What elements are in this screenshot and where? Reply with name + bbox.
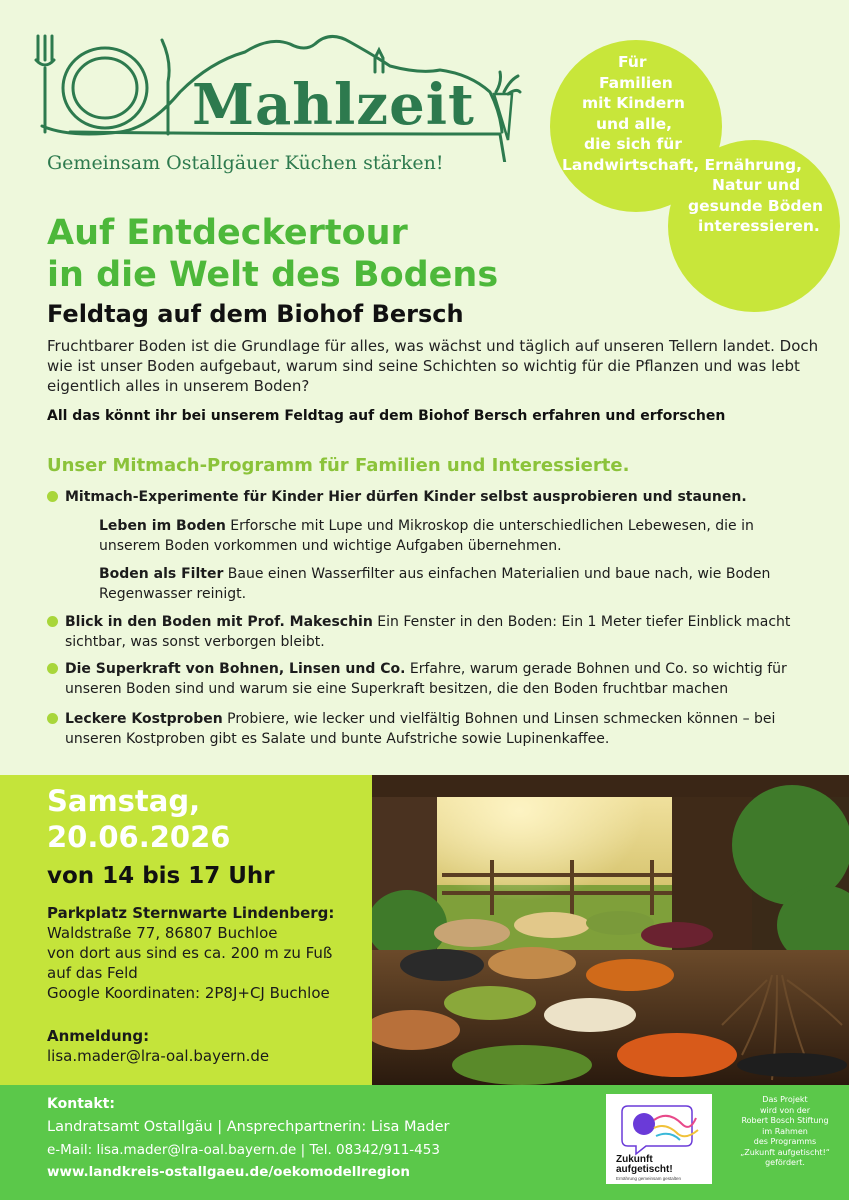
funding-note [735,1095,835,1169]
intro-highlight: All das könnt ihr bei unserem Feldtag auf dem Biohof Bersch erfahren und erforschen [47,408,726,424]
subitem-text: Erforsche mit Lupe und Mikroskop die unterschiedlichen Lebewesen, die in unserem Boden vorkommen und wichtige Aufgaben übernehmen. [99,518,754,554]
bullet-icon [47,616,58,627]
event-location [47,903,334,1003]
program-subitem-leben [99,516,819,556]
bubble-line: die sich für [584,135,682,153]
bubble-line: interessieren. [698,217,820,235]
location-walk: von dort aus sind es ca. 200 m zu Fuß [47,944,333,962]
program-item-text: Erfahre, warum gerade Bohnen und Co. so wichtig für unseren Boden sind und warum sie eine Superkraft besitzen, die den Boden fruchtbar machen [65,661,787,697]
program-item-kostproben [47,709,827,749]
bubble-line: Natur und [712,176,801,194]
funding-line: „Zukunft aufgetischt!“ [740,1147,830,1157]
target-audience-text [556,52,836,237]
event-time: von 14 bis 17 Uhr [47,863,275,889]
subitem-title: Boden als Filter [99,566,224,582]
partner-logo-line-2: aufgetischt! [616,1164,673,1175]
title-line-1: Auf Entdeckertour [47,213,408,253]
event-date [47,783,230,855]
location-coordinates: Google Koordinaten: 2P8J+CJ Buchloe [47,984,330,1002]
title-line-2: in die Welt des Bodens [47,255,499,295]
funding-line: Das Projekt [762,1095,808,1104]
footer-contact-title: Kontakt: [47,1096,115,1112]
partner-logo [606,1094,712,1184]
bubble-line: und alle, [596,114,673,133]
program-item-blick [47,612,827,652]
bubble-line: Für [618,53,647,71]
footer-website-link[interactable]: www.landkreis-ostallgaeu.de/oekomodellregion [47,1164,411,1180]
event-date-value: 20.06.2026 [47,820,231,854]
bubble-line: Landwirtschaft, Ernährung, [562,155,802,174]
subitem-text: Baue einen Wasserfilter aus einfachen Materialien und baue nach, wie Boden Regenwasser reinigt. [99,566,771,602]
funding-line: wird von der [759,1105,811,1115]
zukunft-aufgetischt-logo-icon [606,1094,712,1184]
tagline: Gemeinsam Ostallgäuer Küchen stärken! [47,152,444,174]
bubble-line: Familien [599,73,673,92]
funding-line: Robert Bosch Stiftung [741,1116,829,1125]
bullet-icon [47,663,58,674]
footer-contact-line-2: e-Mail: lisa.mader@lra-oal.bayern.de | Tel. 08342/911-453 [47,1142,440,1158]
location-walk-2: auf das Feld [47,964,138,982]
registration-email[interactable]: lisa.mader@lra-oal.bayern.de [47,1047,270,1065]
program-item-bold: Die Superkraft von Bohnen, Linsen und Co. [65,661,406,677]
partner-logo-line-1: Zukunft [616,1154,653,1165]
registration-title: Anmeldung: [47,1027,150,1045]
legumes-photo [372,775,849,1085]
event-day: Samstag, [47,784,201,818]
partner-logo-sub: Ernährung gemeinsam gestalten [616,1176,682,1181]
bubble-line: mit Kindern [582,94,685,112]
brand-name: Mahlzeit [192,72,475,138]
bubble-line: gesunde Böden [688,196,824,215]
intro-text: Fruchtbarer Boden ist die Grundlage für alles, was wächst und täglich auf unseren Tellern landet. Doch wie ist unser Boden aufgebaut, warum sind seine Schichten so wichtig für die Pflanzen und was lebt eigentlich alles in unserem Boden? [47,337,819,395]
page-title [47,212,498,296]
program-item-text: Probiere, wie lecker und vielfältig Bohnen und Linsen schmecken können – bei unseren Kostproben gibt es Salate und bunte Aufstriche sowie Lupinenkaffee. [65,711,776,747]
program-item-bold: Blick in den Boden mit Prof. Makeschin [65,614,373,630]
bullet-icon [47,491,58,502]
program-item-experiments [47,487,827,507]
funding-line: gefördert. [765,1158,805,1167]
program-item-bold: Leckere Kostproben [65,711,223,727]
footer-contact-line-1: Landratsamt Ostallgäu | Ansprechpartnerin: Lisa Mader [47,1119,450,1135]
funding-line: im Rahmen [762,1126,808,1136]
program-item-bohnen [47,659,827,699]
bullet-icon [47,713,58,724]
location-title: Parkplatz Sternwarte Lindenberg: [47,904,335,922]
program-item-bold: Mitmach-Experimente für Kinder Hier dürfen Kinder selbst ausprobieren und staunen. [65,489,747,505]
program-title: Unser Mitmach-Programm für Familien und Interessierte. [47,455,630,476]
page-subtitle: Feldtag auf dem Biohof Bersch [47,300,464,328]
program-item-text: Ein Fenster in den Boden: Ein 1 Meter tiefer Einblick macht sichtbar, was sonst verborgen bleibt. [65,614,791,650]
program-subitem-filter [99,564,819,604]
registration [47,1026,269,1066]
funding-line: des Programms [753,1137,817,1146]
subitem-title: Leben im Boden [99,518,226,534]
location-address: Waldstraße 77, 86807 Buchloe [47,924,278,942]
